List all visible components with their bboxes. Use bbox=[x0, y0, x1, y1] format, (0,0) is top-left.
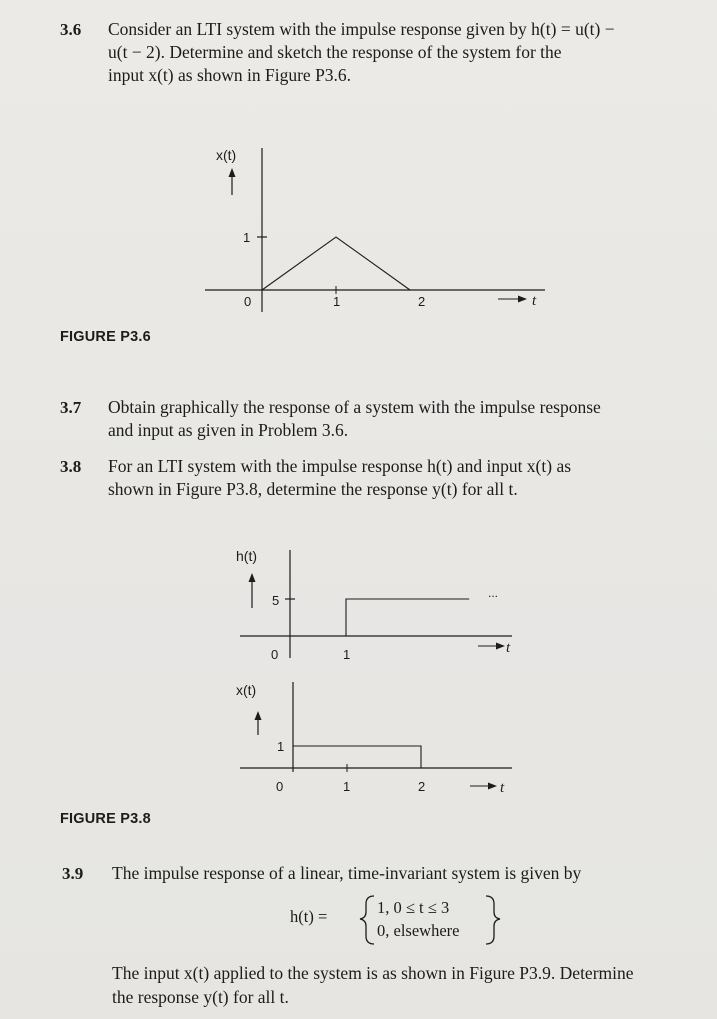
fig38-bottom-x-tick-label-1: 1 bbox=[343, 779, 351, 794]
problem-3-9-line-3: the response y(t) for all t. bbox=[112, 987, 289, 1007]
fig36-x-tick-label-1: 1 bbox=[333, 294, 341, 309]
fig36-y-tick-label: 1 bbox=[243, 230, 251, 245]
problem-3-9-line-2: The input x(t) applied to the system is as shown in Figure P3.9. Determine bbox=[112, 963, 634, 983]
problem-3-9-line-1: The impulse response of a linear, time-invariant system is given by bbox=[112, 863, 582, 883]
fig38-top-x-axis-label: t bbox=[506, 640, 511, 656]
fig38-top-x-tick-label-0: 0 bbox=[271, 647, 279, 662]
fig36-x-axis-label: t bbox=[532, 293, 537, 309]
problem-number-3-7: 3.7 bbox=[60, 398, 82, 417]
equation-case-2: 0, elsewhere bbox=[377, 921, 460, 940]
equation-case-1: 1, 0 ≤ t ≤ 3 bbox=[377, 898, 450, 917]
fig36-x-tick-label-0: 0 bbox=[244, 294, 252, 309]
fig36-y-axis-label: x(t) bbox=[216, 147, 237, 163]
fig38-bottom-y-tick-label: 1 bbox=[277, 739, 285, 754]
problem-3-7-line-1: Obtain graphically the response of a system with the impulse response bbox=[108, 397, 601, 417]
equation-lhs: h(t) = bbox=[290, 907, 328, 926]
problem-3-7-line-2: and input as given in Problem 3.6. bbox=[108, 420, 349, 440]
problem-3-6-line-1: Consider an LTI system with the impulse response given by h(t) = u(t) − bbox=[108, 19, 615, 39]
left-brace bbox=[360, 896, 374, 944]
fig38-top-x-tick-label-1: 1 bbox=[343, 647, 351, 662]
problem-3-6-line-2: u(t − 2). Determine and sketch the response of the system for the bbox=[108, 42, 562, 62]
fig36-x-tick-label-2: 2 bbox=[418, 294, 426, 309]
fig38-top-y-tick-label: 5 bbox=[272, 593, 280, 608]
problem-3-8-line-2: shown in Figure P3.8, determine the response y(t) for all t. bbox=[108, 479, 518, 499]
fig38-bottom-y-axis-label: x(t) bbox=[236, 682, 257, 698]
problem-3-8-line-1: For an LTI system with the impulse response h(t) and input x(t) as bbox=[108, 456, 572, 476]
fig38-bottom-x-tick-label-0: 0 bbox=[276, 779, 284, 794]
fig38-bottom-x-tick-label-2: 2 bbox=[418, 779, 426, 794]
right-brace bbox=[486, 896, 500, 944]
figure-p3-8-caption: FIGURE P3.8 bbox=[60, 811, 151, 827]
problem-number-3-8: 3.8 bbox=[60, 457, 82, 476]
fig38-top-continuation: ... bbox=[488, 586, 499, 600]
fig38-top-y-axis-label: h(t) bbox=[236, 548, 257, 564]
fig38-bottom-x-axis-label: t bbox=[500, 780, 505, 796]
problem-number-3-9: 3.9 bbox=[62, 864, 84, 883]
figure-p3-6-caption: FIGURE P3.6 bbox=[60, 329, 151, 345]
problem-3-6-line-3: input x(t) as shown in Figure P3.6. bbox=[108, 65, 352, 85]
problem-number-3-6: 3.6 bbox=[60, 20, 82, 39]
